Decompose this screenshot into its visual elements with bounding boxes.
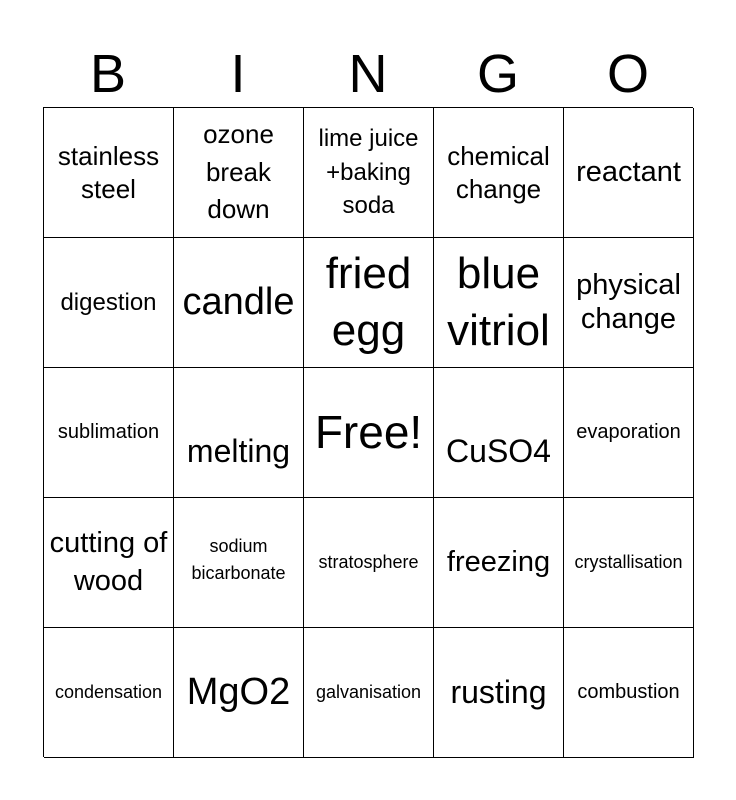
cell-label: condensation [54, 682, 163, 703]
cell-label: ozone break down [203, 118, 274, 225]
bingo-cell[interactable] [174, 628, 304, 758]
free-label: Free! [314, 406, 423, 459]
bingo-cell[interactable] [44, 628, 174, 758]
cell-label: sodium bicarbonate [191, 536, 286, 583]
free-space[interactable] [304, 368, 434, 498]
bingo-cell[interactable] [434, 108, 564, 238]
header-letter-i: I [230, 44, 246, 104]
bingo-cell[interactable] [434, 628, 564, 758]
cell-label: galvanisation [315, 682, 422, 703]
bingo-cell[interactable] [44, 498, 174, 628]
cell-label: evaporation [576, 421, 681, 443]
header-letter-b: B [89, 44, 127, 104]
bingo-cell[interactable] [564, 108, 694, 238]
cell-label: fried egg [325, 249, 412, 355]
bingo-cell[interactable] [434, 368, 564, 498]
cell-label: combustion [577, 681, 680, 703]
cell-label: sublimation [57, 421, 160, 443]
bingo-cell[interactable] [174, 108, 304, 238]
cell-label: cutting of wood [49, 526, 168, 597]
bingo-cell[interactable] [304, 498, 434, 628]
header-letter-g: G [476, 44, 519, 104]
bingo-cell[interactable] [564, 238, 694, 368]
cell-label: chemical change [447, 141, 550, 204]
bingo-cell[interactable] [44, 108, 174, 238]
cell-label: MgO2 [186, 670, 291, 713]
bingo-cell[interactable] [564, 368, 694, 498]
header-letter-o: O [606, 44, 649, 104]
cell-label: melting [186, 433, 291, 470]
bingo-cell[interactable] [434, 498, 564, 628]
bingo-cell[interactable] [304, 238, 434, 368]
cell-label: rusting [450, 674, 547, 711]
header-letter-n: N [348, 44, 388, 104]
cell-label: stainless steel [57, 141, 160, 204]
cell-label: reactant [576, 155, 681, 188]
cell-label: blue vitriol [447, 249, 550, 355]
bingo-cell[interactable] [44, 368, 174, 498]
bingo-cell[interactable] [434, 238, 564, 368]
bingo-cell[interactable] [174, 368, 304, 498]
cell-label: CuSO4 [446, 433, 551, 470]
bingo-cell[interactable] [304, 108, 434, 238]
bingo-cell[interactable] [174, 498, 304, 628]
cell-label: freezing [446, 545, 551, 578]
bingo-cell[interactable] [174, 238, 304, 368]
bingo-cell[interactable] [564, 628, 694, 758]
bingo-board [43, 107, 693, 757]
cell-label: lime juice +baking soda [318, 125, 419, 220]
bingo-header [43, 40, 693, 108]
cell-label: stratosphere [318, 552, 419, 573]
cell-label: digestion [60, 288, 157, 316]
bingo-cell[interactable] [304, 628, 434, 758]
cell-label: crystallisation [574, 552, 683, 573]
bingo-cell[interactable] [44, 238, 174, 368]
bingo-cell[interactable] [564, 498, 694, 628]
cell-label: physical change [576, 269, 681, 335]
cell-label: candle [182, 280, 295, 323]
